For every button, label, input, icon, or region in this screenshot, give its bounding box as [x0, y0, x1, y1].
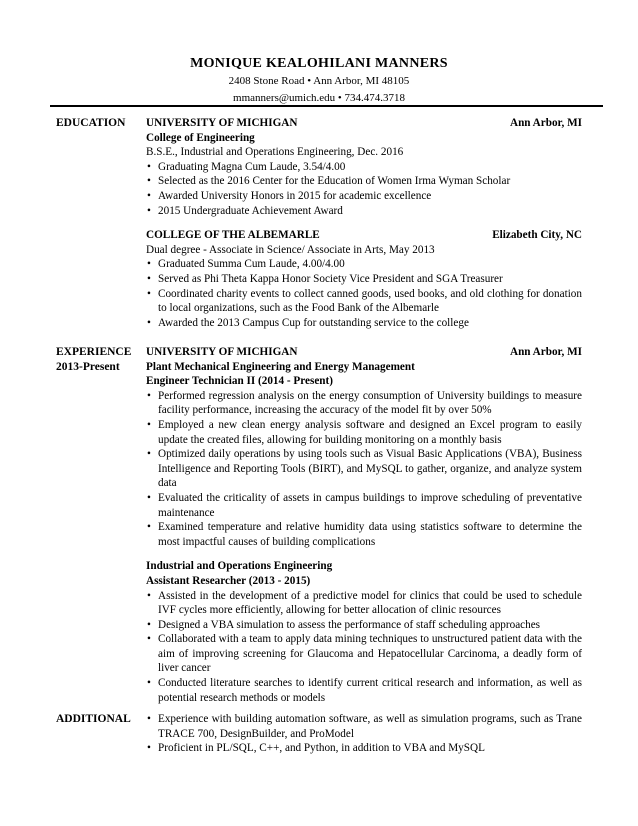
bullet-item: • Collaborated with a team to apply data mining techniques to unstructured patient data with the aim of improving screening for Glaucoma and Hepatocellular Carcinoma, a deadly form of liver cancer [146, 632, 582, 676]
role-title: Engineer Technician II (2014 - Present) [146, 375, 333, 388]
experience-dates: 2013-Present [56, 361, 120, 373]
bullet-item: • Coordinated charity events to collect canned goods, used books, and old clothing for donation to local organizations, such as the Food Bank of the Albemarle [146, 287, 582, 316]
degree-line: Dual degree - Associate in Science/ Associate in Arts, May 2013 [146, 243, 435, 256]
section-label-experience [56, 345, 131, 375]
bullet-list [146, 257, 582, 330]
bullet-item: • Awarded University Honors in 2015 for academic excellence [146, 189, 582, 204]
bullet-item: • Awarded the 2013 Campus Cup for outstanding service to the college [146, 316, 582, 331]
experience-content [146, 345, 582, 715]
bullet-list [146, 589, 582, 706]
school-location: Ann Arbor, MI [509, 117, 582, 129]
school-name: COLLEGE OF THE ALBEMARLE [146, 229, 320, 242]
header-divider [50, 105, 603, 107]
college-name: College of Engineering [146, 131, 255, 144]
org-name: UNIVERSITY OF MICHIGAN [146, 346, 298, 358]
bullet-list [146, 160, 582, 218]
bullet-list [146, 389, 582, 550]
bullet-item: • Selected as the 2016 Center for the Education of Women Irma Wyman Scholar [146, 174, 582, 189]
experience-label: EXPERIENCE [56, 346, 132, 358]
role-title: Assistant Researcher (2013 - 2015) [146, 574, 311, 587]
bullet-item: • 2015 Undergraduate Achievement Award [146, 204, 582, 219]
bullet-list [146, 712, 582, 756]
bullet-item: • Examined temperature and relative humidity data using statistics software to determine the most impactful causes of building complications [146, 520, 582, 549]
section-label-education: EDUCATION [56, 117, 126, 129]
bullet-item: • Conducted literature searches to identify current critical research and information, as well as potential research methods or models [146, 676, 582, 705]
school-location: Elizabeth City, NC [492, 229, 582, 242]
bullet-item: • Employed a new clean energy analysis software and designed an Excel program to easily update the created files, allowing for building monitoring on a monthly basis [146, 418, 582, 447]
bullet-item: • Evaluated the criticality of assets in campus buildings to improve scheduling of preventative maintenance [146, 491, 582, 520]
resume-header [0, 55, 638, 107]
bullet-item: • Graduating Magna Cum Laude, 3.54/4.00 [146, 160, 582, 175]
bullet-item: • Served as Phi Theta Kappa Honor Society Vice President and SGA Treasurer [146, 272, 582, 287]
school-name: UNIVERSITY OF MICHIGAN [146, 117, 298, 129]
degree-line: B.S.E., Industrial and Operations Engineering, Dec. 2016 [146, 146, 404, 159]
additional-content [146, 712, 582, 756]
school-entry [146, 228, 582, 330]
bullet-item: • Performed regression analysis on the energy consumption of University buildings to measure facility performance, increasing the accuracy of the model fit by over 50% [146, 389, 582, 418]
bullet-item: • Graduated Summa Cum Laude, 4.00/4.00 [146, 257, 582, 272]
bullet-item: • Assisted in the development of a predictive model for clinics that could be used to schedule IVF cycles more efficiently, allowing for better allocation of clinic resources [146, 589, 582, 618]
role-entry [146, 345, 582, 549]
dept-name: Plant Mechanical Engineering and Energy Management [146, 360, 415, 373]
bullet-item: • Designed a VBA simulation to assess the performance of staff scheduling approaches [146, 618, 582, 633]
school-entry [146, 116, 582, 218]
candidate-name: MONIQUE KEALOHILANI MANNERS [190, 56, 448, 71]
bullet-item: • Experience with building automation software, as well as simulation programs, such as Trane TRACE 700, DesignBuilder, and ProModel [146, 712, 582, 741]
section-label-additional: ADDITIONAL [56, 713, 131, 725]
address-line: 2408 Stone Road • Ann Arbor, MI 48105 [228, 75, 410, 87]
bullet-item: • Optimized daily operations by using tools such as Visual Basic Applications (VBA), Business Intelligence and Reporting Tools (BIRT), and MySQL to gather, organize, and analyze system data [146, 447, 582, 491]
education-content [146, 116, 582, 340]
dept-name: Industrial and Operations Engineering [146, 560, 333, 573]
contact-line: mmanners@umich.edu • 734.474.3718 [233, 92, 405, 104]
bullet-item: • Proficient in PL/SQL, C++, and Python, in addition to VBA and MySQL [146, 741, 582, 756]
org-location: Ann Arbor, MI [509, 346, 582, 358]
role-entry [146, 559, 582, 705]
